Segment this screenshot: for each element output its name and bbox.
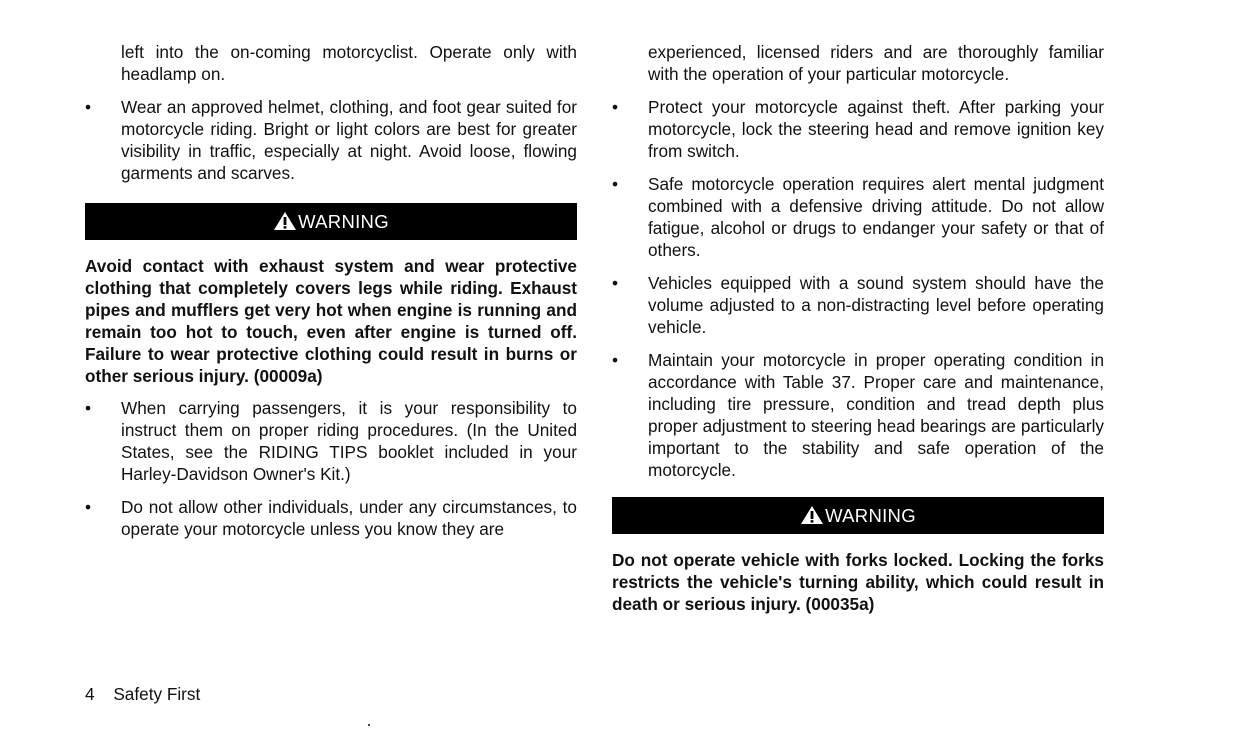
bullet-icon: • <box>612 350 619 370</box>
warning-triangle-icon <box>273 211 297 231</box>
bullet-text: Vehicles equipped with a sound system should have the volume adjusted to a non-distracting level before operating vehicle. <box>648 273 1104 337</box>
page-footer <box>85 684 200 705</box>
warning-label: WARNING <box>825 504 916 526</box>
bullet-icon: • <box>612 97 619 117</box>
warning-triangle-icon <box>800 505 824 525</box>
bullet-item <box>85 397 577 485</box>
bullet-item <box>612 96 1104 162</box>
bullet-item <box>612 349 1104 481</box>
bullet-item <box>612 272 1104 338</box>
bullet-item <box>612 173 1104 261</box>
warning-text: Avoid contact with exhaust system and wear protective clothing that completely covers legs while riding. Exhaust pipes and mufflers get very hot when engine is running and remain too hot to touch, even after engine is turned off. Failure to wear protective clothing could result in burns or other serious injury. (00009a) <box>85 256 577 386</box>
bullet-text: Protect your motorcycle against theft. After parking your motorcycle, lock the steering head and remove ignition key from switch. <box>648 97 1104 161</box>
scan-speck <box>368 724 370 726</box>
bullet-text: Safe motorcycle operation requires alert mental judgment combined with a defensive driving attitude. Do not allow fatigue, alcohol or drugs to endanger your safety or that of others. <box>648 174 1104 260</box>
bullet-icon: • <box>612 273 619 293</box>
warning-banner <box>85 203 577 240</box>
bullet-icon: • <box>612 174 619 194</box>
bullet-text: When carrying passengers, it is your responsibility to instruct them on proper riding procedures. (In the United States, see the RIDING TIPS booklet included in your Harley-Davidson Owner's Kit.) <box>121 398 577 484</box>
warning-banner <box>612 497 1104 534</box>
bullet-item <box>85 496 577 540</box>
bullet-icon: • <box>85 97 92 117</box>
right-column <box>612 41 1104 625</box>
warning-text: Do not operate vehicle with forks locked. Locking the forks restricts the vehicle's turning ability, which could result in death or serious injury. (00035a) <box>612 550 1104 614</box>
bullet-text: Maintain your motorcycle in proper operating condition in accordance with Table 37. Proper care and maintenance, including tire pressure, condition and tread depth plus proper adjustment to steering head bearings are particularly important to the stability and safe operation of the motorcycle. <box>648 350 1104 480</box>
bullet-icon: • <box>85 398 92 418</box>
bullet-text: Wear an approved helmet, clothing, and foot gear suited for motorcycle riding. Bright or light colors are best for greater visibility in traffic, especially at night. Avoid loose, flowing garments and scarves. <box>121 97 577 183</box>
left-column <box>85 41 577 551</box>
section-title: Safety First <box>113 684 201 704</box>
bullet-item <box>85 96 577 184</box>
bullet-icon: • <box>85 497 92 517</box>
warning-label: WARNING <box>298 210 389 232</box>
continuation-paragraph: left into the on-coming motorcyclist. Operate only with headlamp on. <box>121 42 577 84</box>
continuation-paragraph: experienced, licensed riders and are thoroughly familiar with the operation of your particular motorcycle. <box>648 42 1104 84</box>
page-number: 4 <box>85 684 95 704</box>
bullet-text: Do not allow other individuals, under any circumstances, to operate your motorcycle unless you know they are <box>121 497 577 539</box>
